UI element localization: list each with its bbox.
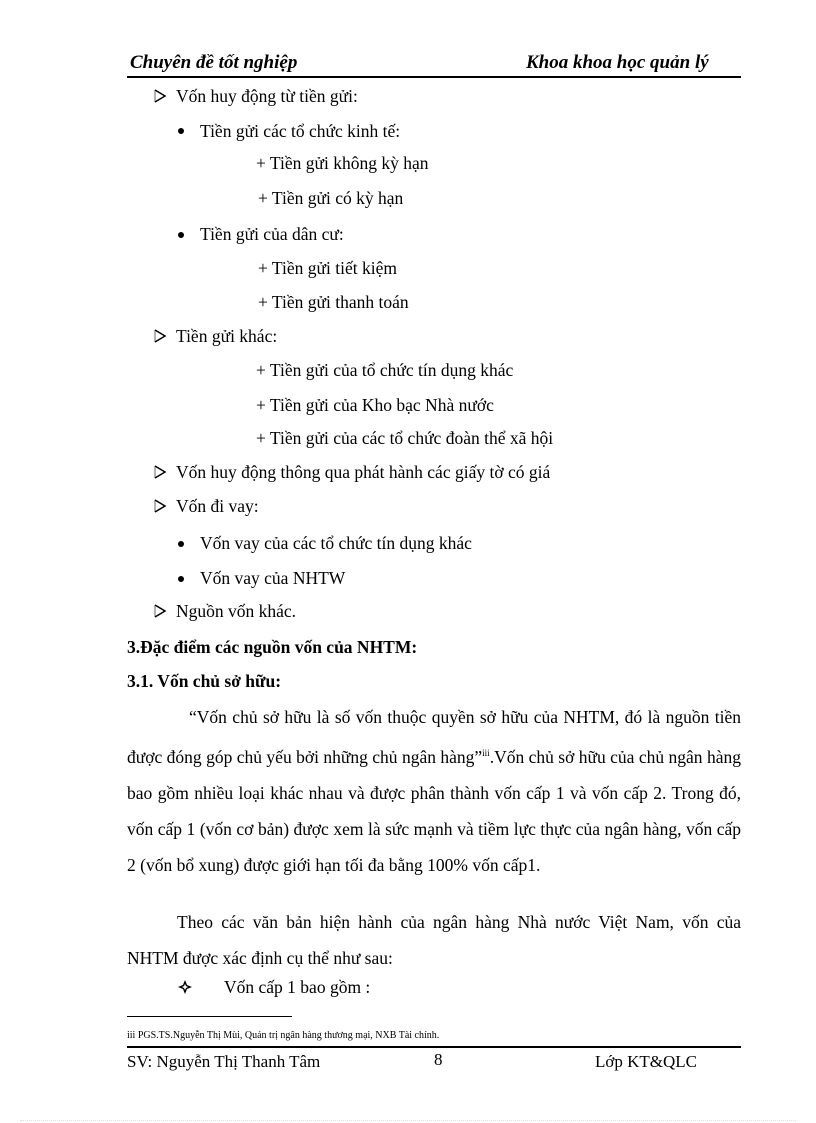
- diamond-bullet-icon: [177, 979, 193, 995]
- line-12: Vốn huy động thông qua phát hành các giấy tờ có giá: [176, 462, 551, 482]
- line-2: Tiền gửi các tổ chức kinh tế:: [200, 121, 401, 141]
- line-7: + Tiền gửi thanh toán: [258, 292, 409, 312]
- section-heading: 3.Đặc điểm các nguồn vốn của NHTM:: [127, 637, 418, 657]
- line-4: + Tiền gửi có kỳ hạn: [258, 188, 404, 208]
- line-3: + Tiền gửi không kỳ hạn: [256, 153, 429, 173]
- arrow-bullet-icon: [153, 329, 167, 343]
- line-9: + Tiền gửi của tổ chức tín dụng khác: [256, 360, 514, 380]
- dot-bullet-icon: [178, 541, 184, 547]
- header-rule: [127, 76, 741, 78]
- footnote: iii PGS.TS.Nguyễn Thị Mùi, Quản trị ngân hàng thương mại, NXB Tài chính.: [127, 1030, 440, 1041]
- footer-rule: [127, 1046, 741, 1048]
- arrow-bullet-icon: [153, 604, 167, 618]
- line-10: + Tiền gửi của Kho bạc Nhà nước: [256, 395, 494, 415]
- footnote-separator: [127, 1016, 292, 1017]
- paragraph-1-text-a: “Vốn chủ sở hữu là số vốn thuộc quyền sở hữu của NHTM, đó là nguồn tiền được đóng góp chủ yếu bởi những chủ ngân hàng”: [127, 707, 741, 767]
- page-number: 8: [434, 1050, 443, 1069]
- line-1: Vốn huy động từ tiền gửi:: [176, 86, 358, 106]
- header-left: Chuyên đề tốt nghiệp: [130, 52, 298, 73]
- page-edge: [20, 1120, 796, 1121]
- line-13: Vốn đi vay:: [176, 496, 259, 516]
- footnote-reference: iii: [482, 748, 490, 758]
- dot-bullet-icon: [178, 576, 184, 582]
- paragraph-2: Theo các văn bản hiện hành của ngân hàng Nhà nước Việt Nam, vốn của NHTM được xác định cụ thể như sau:: [127, 912, 741, 968]
- dot-bullet-icon: [178, 128, 184, 134]
- line-14: Vốn vay của các tổ chức tín dụng khác: [200, 533, 472, 553]
- paragraph-1-text-b: .Vốn chủ sở hữu của chủ ngân hàng bao gồm nhiều loại khác nhau và được phân thành vốn cấp 1 và vốn cấp 2. Trong đó, vốn cấp 1 (vốn cơ bản) được xem là sức mạnh và tiềm lực thực của ngân hàng, vốn cấp 2 (vốn bổ xung) được giới hạn tối đa bằng 100% vốn cấp1.: [127, 746, 741, 875]
- footer-class: Lớp KT&QLC: [595, 1052, 698, 1071]
- header-right: Khoa khoa học quản lý: [526, 52, 709, 73]
- footer-student: SV: Nguyễn Thị Thanh Tâm: [127, 1052, 321, 1071]
- dot-bullet-icon: [178, 232, 184, 238]
- line-8: Tiền gửi khác:: [176, 326, 278, 346]
- arrow-bullet-icon: [153, 499, 167, 513]
- arrow-bullet-icon: [153, 89, 167, 103]
- subsection-heading: 3.1. Vốn chủ sở hữu:: [127, 671, 282, 691]
- line-11: + Tiền gửi của các tổ chức đoàn thể xã hội: [256, 428, 554, 448]
- line-15: Vốn vay của NHTW: [200, 568, 346, 588]
- paragraph-1: [127, 699, 741, 883]
- line-16: Nguồn vốn khác.: [176, 601, 297, 621]
- arrow-bullet-icon: [153, 465, 167, 479]
- line-6: + Tiền gửi tiết kiệm: [258, 258, 397, 278]
- line-5: Tiền gửi của dân cư:: [200, 224, 344, 244]
- list-item: Vốn cấp 1 bao gồm :: [224, 977, 371, 997]
